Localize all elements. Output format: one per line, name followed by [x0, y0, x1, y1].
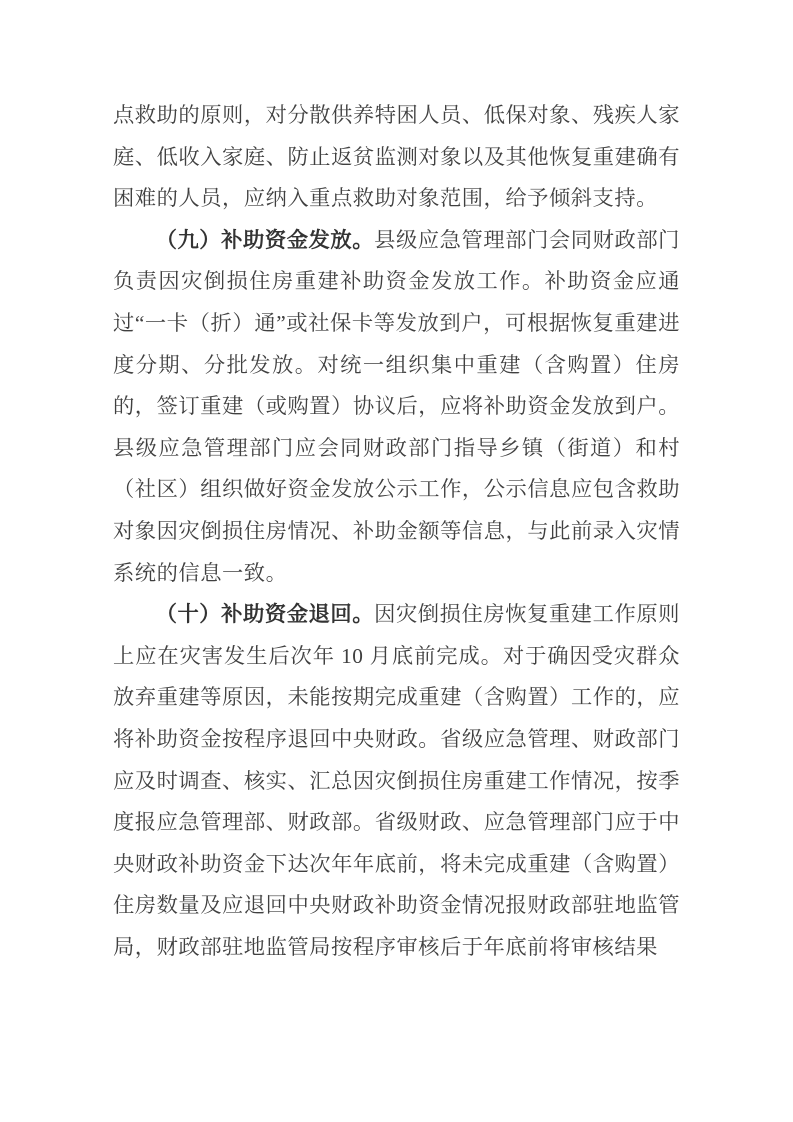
text-run: 县级应急管理部门会同财政部门负责因灾倒损住房重建补助资金发放工作。补助资金应通过“一卡（折）通”或社保卡等发放到户，可根据恢复重建进度分期、分批发放。对统一组织集中重建（含购置）住房的，签订重建（或购置）协议后，应将补助资金发放到户。县级应急管理部门应会同财政部门指导乡镇（街道）和村（社区）组织做好资金发放公示工作，公示信息应包含救助对象因灾倒损住房情况、补助金额等信息，与此前录入灾情系统的信息一致。	[113, 227, 680, 585]
text-run: 点救助的原则，对分散供养特困人员、低保对象、残疾人家庭、低收入家庭、防止返贫监测对象以及其他恢复重建确有困难的人员，应纳入重点救助对象范围，给予倾斜支持。	[113, 103, 680, 211]
paragraph-heading-run: （十）补助资金退回。	[155, 602, 375, 627]
paragraph	[113, 220, 680, 594]
page-content	[113, 95, 680, 968]
paragraph	[113, 594, 680, 968]
paragraph-heading-run: （九）补助资金发放。	[155, 227, 375, 252]
paragraph	[113, 95, 680, 220]
text-run: 因灾倒损住房恢复重建工作原则上应在灾害发生后次年 10 月底前完成。对于确因受灾群众放弃重建等原因，未能按期完成重建（含购置）工作的，应将补助资金按程序退回中央财政。省级应急管理、财政部门应及时调查、核实、汇总因灾倒损住房重建工作情况，按季度报应急管理部、财政部。省级财政、应急管理部门应于中央财政补助资金下达次年年底前，将未完成重建（含购置）住房数量及应退回中央财政补助资金情况报财政部驻地监管局，财政部驻地监管局按程序审核后于年底前将审核结果	[113, 602, 680, 959]
